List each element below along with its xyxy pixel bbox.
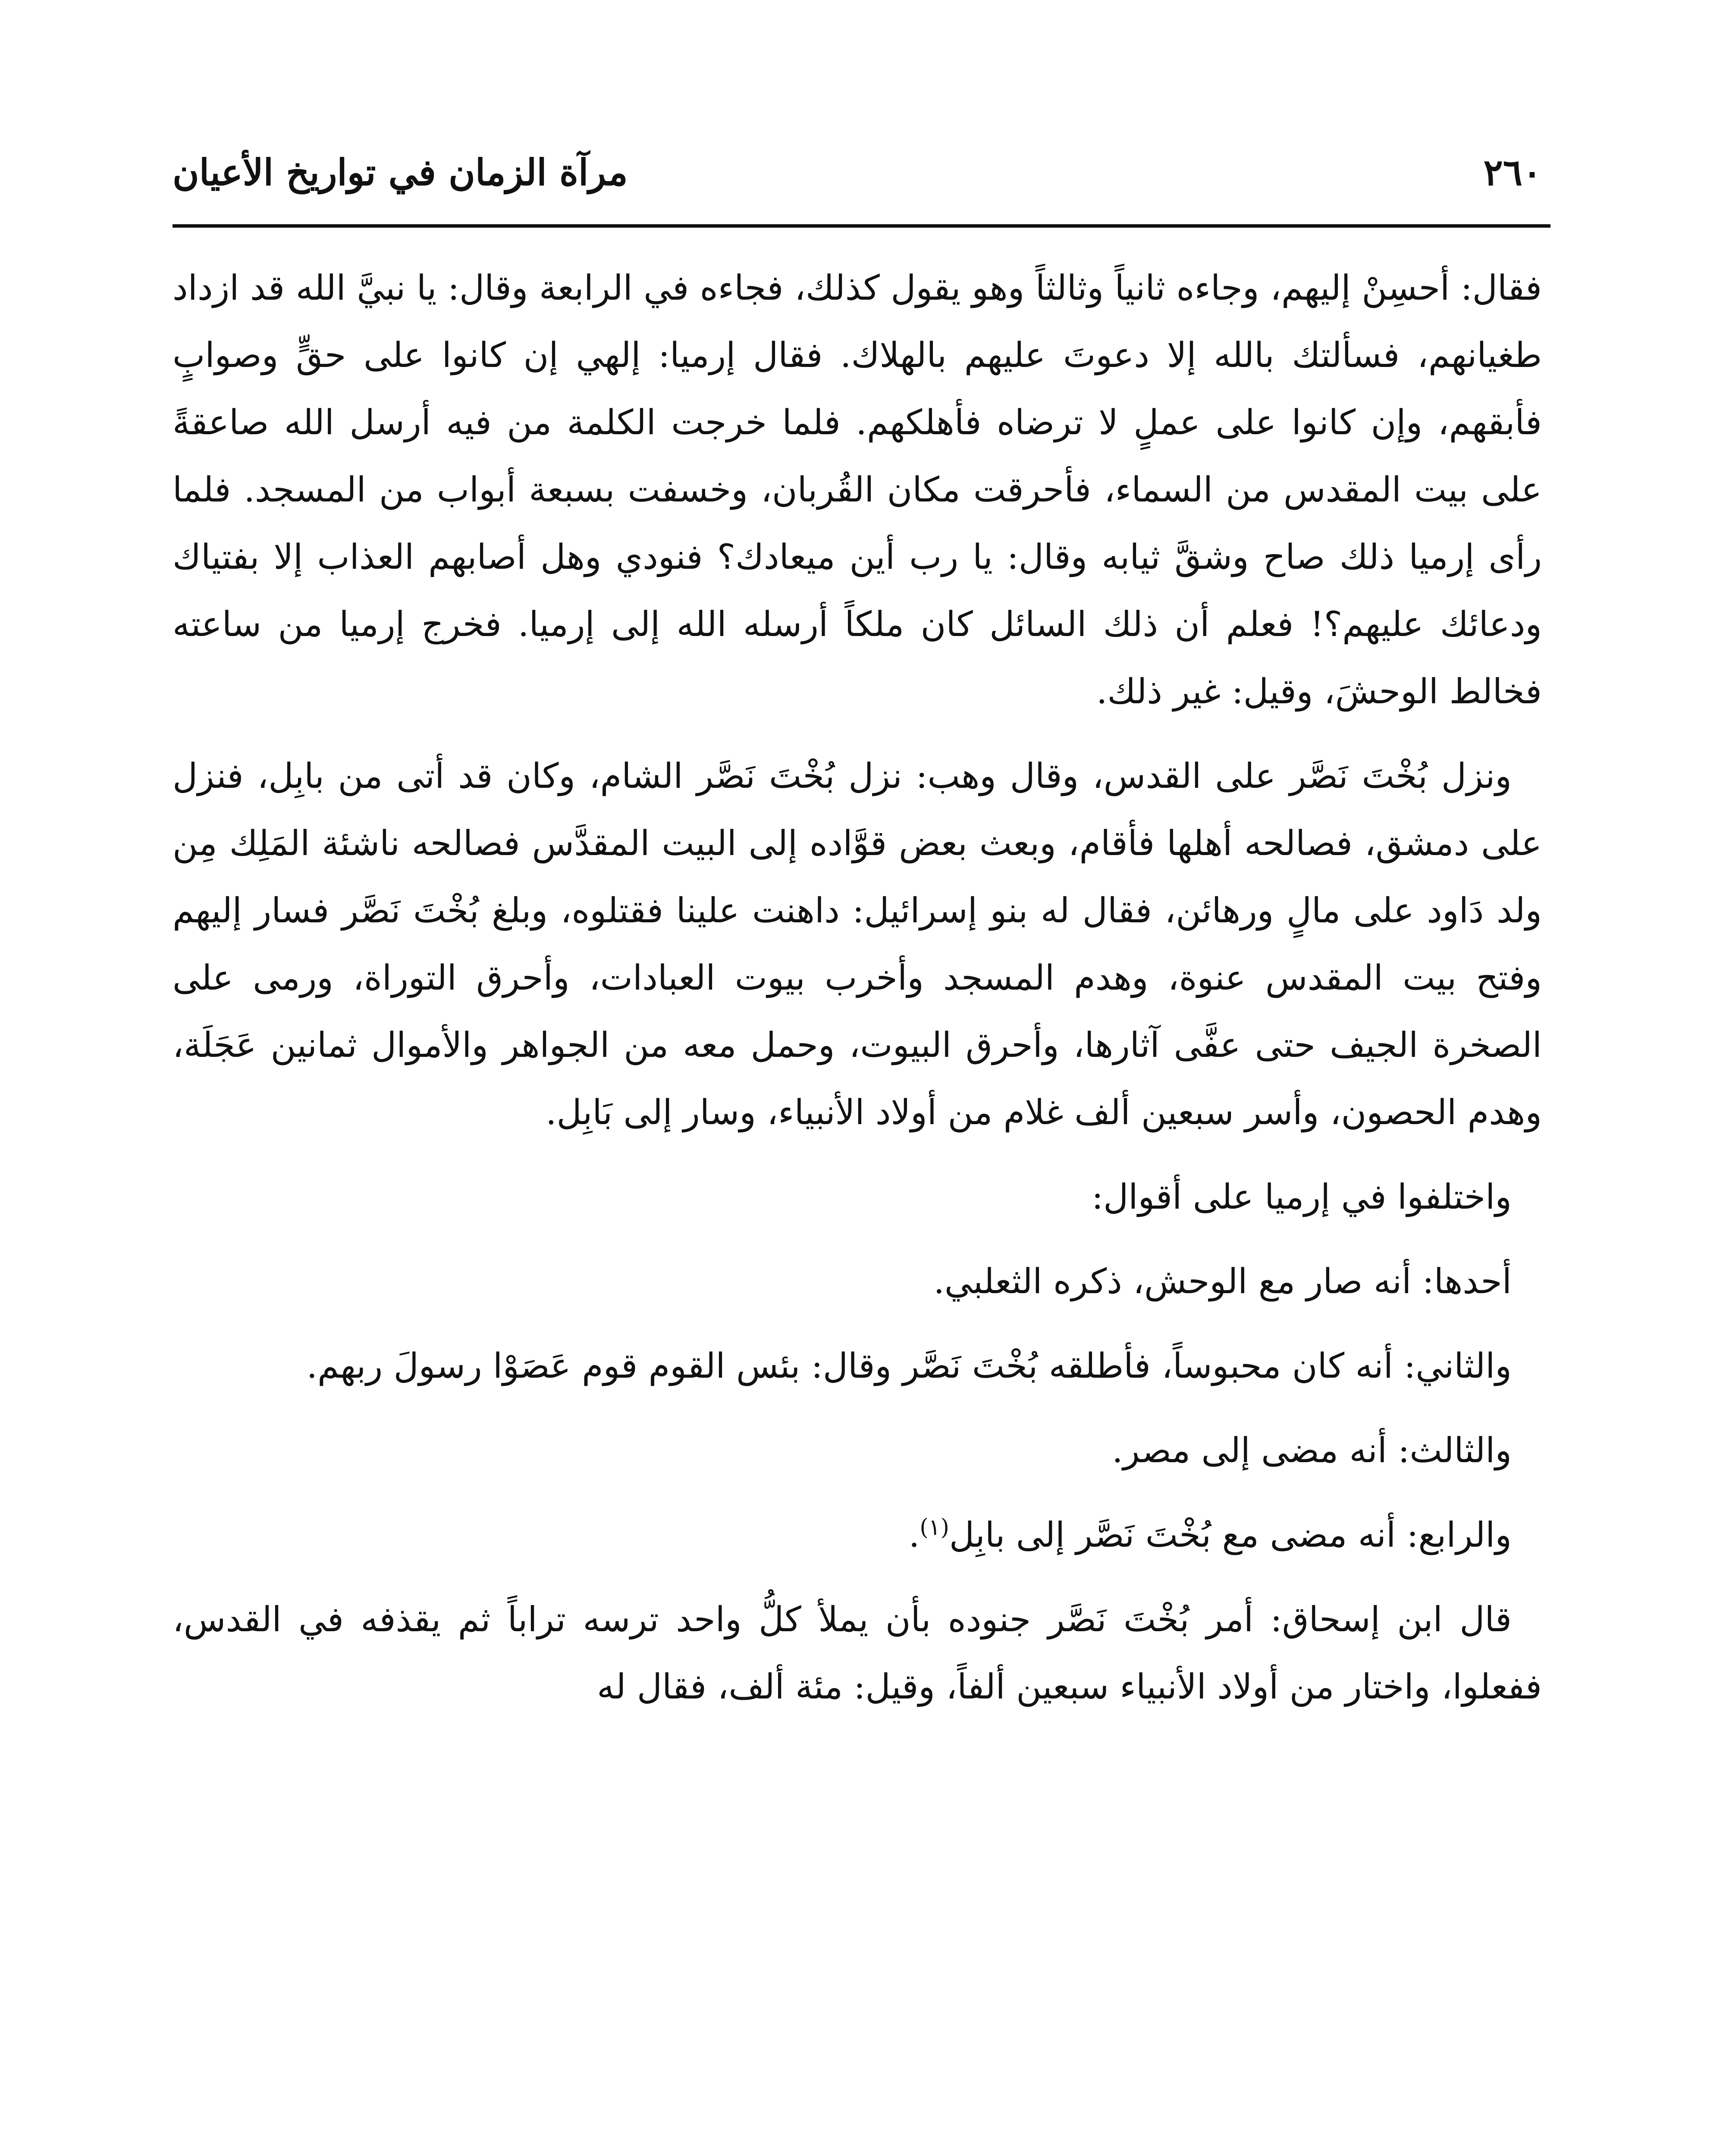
page-number: ٢٦٠ (1483, 151, 1542, 194)
paragraph-5: والثاني: أنه كان محبوساً، فأطلقه بُخْتَ نَصَّر وقال: بئس القوم قوم عَصَوْا رسولَ ربهم. (306, 1346, 1512, 1386)
paragraph-7 (173, 1501, 1542, 1569)
header-divider (173, 224, 1550, 228)
page-header (173, 147, 1550, 207)
footnote-reference: (١) (920, 1514, 949, 1541)
paragraph-7-end: . (908, 1515, 920, 1555)
paragraph-8: قال ابن إسحاق: أمر بُخْتَ نَصَّر جنوده بأن يملأ كلُّ واحد ترسه تراباً ثم يقذفه في القدس، ففعلوا، واختار من أولاد الأنبياء سبعين ألفاً، وقيل: مئة ألف، فقال له (173, 1599, 1542, 1707)
running-title: مرآة الزمان في تواريخ الأعيان (173, 151, 628, 194)
paragraph-2: ونزل بُخْتَ نَصَّر على القدس، وقال وهب: نزل بُخْتَ نَصَّر الشام، وكان قد أتى من بابِل، فنزل على دمشق، فصالحه أهلها فأقام، وبعث بعض قوَّاده إلى البيت المقدَّس فصالحه ناشئة المَلِك مِن ولد دَاود على مالٍ ورهائن، فقال له بنو إسرائيل: داهنت علينا فقتلوه، وبلغ بُخْتَ نَصَّر فسار إليهم وفتح بيت المقدس عنوة، وهدم المسجد وأخرب بيوت العبادات، وأحرق التوراة، ورمى على الصخرة الجيف حتى عفَّى آثارها، وأحرق البيوت، وحمل معه من الجواهر والأموال ثمانين عَجَلَة، وهدم الحصون، وأسر سبعين ألف غلام من أولاد الأنبياء، وسار إلى بَابِل. (173, 756, 1542, 1132)
paragraph-1: فقال: أحسِنْ إليهم، وجاءه ثانياً وثالثاً وهو يقول كذلك، فجاءه في الرابعة وقال: يا نبيَّ الله قد ازداد طغيانهم، فسألتك بالله إلا دعوتَ عليهم بالهلاك. فقال إرميا: إلهي إن كانوا على حقٍّ وصوابٍ فأبقهم، وإن كانوا على عملٍ لا ترضاه فأهلكهم. فلما خرجت الكلمة من فيه أرسل الله صاعقةً على بيت المقدس من السماء، فأحرقت مكان القُربان، وخسفت بسبعة أبواب من المسجد. فلما رأى إرميا ذلك صاح وشقَّ ثيابه وقال: يا رب أين ميعادك؟ فنودي وهل أصابهم العذاب إلا بفتياك ودعائك عليهم؟! فعلم أن ذلك السائل كان ملكاً أرسله الله إلى إرميا. فخرج إرميا من ساعته فخالط الوحشَ، وقيل: غير ذلك. (173, 268, 1542, 711)
paragraph-4: أحدها: أنه صار مع الوحش، ذكره الثعلبي. (933, 1261, 1512, 1301)
paragraph-6: والثالث: أنه مضى إلى مصر. (1112, 1430, 1512, 1470)
main-text (173, 254, 1542, 2156)
paragraph-3: واختلفوا في إرميا على أقوال: (1092, 1177, 1512, 1217)
paragraph-7-text: والرابع: أنه مضى مع بُخْتَ نَصَّر إلى بابِل (949, 1515, 1512, 1555)
